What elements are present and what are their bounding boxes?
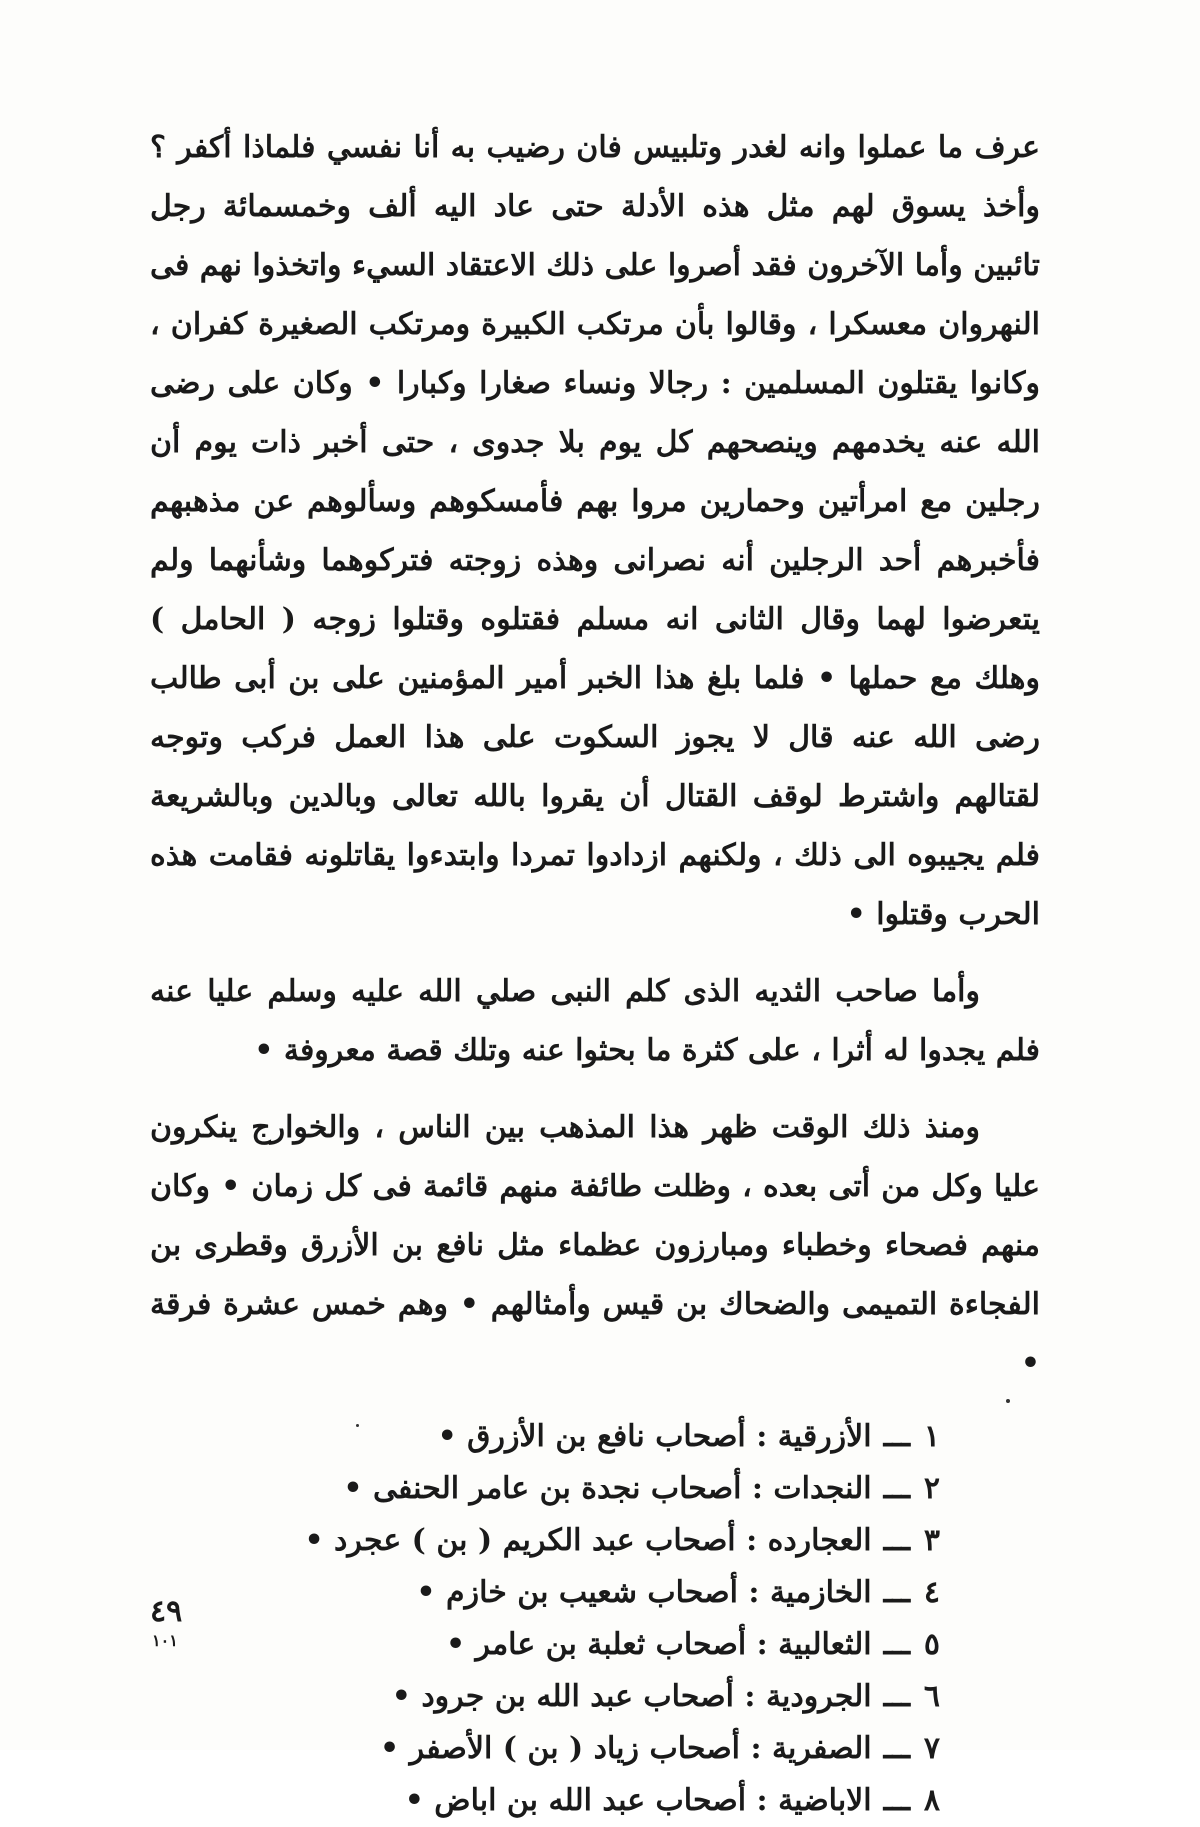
list-item-text: الأزرقية : أصحاب نافع بن الأزرق • bbox=[437, 1419, 872, 1454]
list-item-text: النجدات : أصحاب نجدة بن عامر الحنفى • bbox=[343, 1471, 872, 1506]
list-item-dash: ـــ bbox=[883, 1731, 910, 1766]
paragraph-kharijites-narrative: عرف ما عملوا وانه لغدر وتلبيس فان رضيب به أنا نفسي فلماذا أكفر ؟ وأخذ يسوق لهم مثل هذه الأدلة حتى عاد اليه ألف وخمسمائة رجل تائبين وأما الآخرون فقد أصروا على ذلك الاعتقاد السيء واتخذوا نهم فى النهروان معسكرا ، وقالوا بأن مرتكب الكبيرة ومرتكب الصغيرة كفران ، وكانوا يقتلون المسلمين : رجالا ونساء صغارا وكبارا • وكان على رضى الله عنه يخدمهم وينصحهم كل يوم بلا جدوى ، حتى أخبر ذات يوم أن رجلين مع امرأتين وحمارين مروا بهم فأمسكوهم وسألوهم عن مذهبهم فأخبرهم أحد الرجلين أنه نصرانى وهذه زوجته فتركوهما وشأنهما ولم يتعرضوا لهما وقال الثانى انه مسلم فقتلوه وقتلوا زوجه ( الحامل ) وهلك مع حملها • فلما بلغ هذا الخبر أمير المؤمنين على بن أبى طالب رضى الله عنه قال لا يجوز السكوت على هذا العمل فركب وتوجه لقتالهم واشترط لوقف القتال أن يقروا بالله تعالى وبالدين وبالشريعة فلم يجيبوه الى ذلك ، ولكنهم ازدادوا تمردا وابتدءوا يقاتلونه فقامت هذه الحرب وقتلوا • bbox=[150, 130, 1040, 932]
list-item-number: ٨ bbox=[923, 1783, 940, 1818]
list-item bbox=[150, 1619, 940, 1671]
sheet-number: ١٠١ bbox=[152, 1631, 178, 1650]
list-item-dash: ـــ bbox=[883, 1575, 910, 1610]
list-item-text: الصفرية : أصحاب زياد ( بن ) الأصفر • bbox=[380, 1731, 872, 1766]
list-item-text: الخازمية : أصحاب شعيب بن خازم • bbox=[416, 1575, 872, 1610]
list-item-number: ٦ bbox=[923, 1679, 940, 1714]
paragraph-dhul-thudayya: وأما صاحب الثديه الذى كلم النبى صلي الله عليه وسلم عليا عنه فلم يجدوا له أثرا ، على كثرة ما بحثوا عنه وتلك قصة معروفة • bbox=[150, 974, 1040, 1068]
list-item-text: الاباضية : أصحاب عبد الله بن اباض • bbox=[404, 1783, 872, 1818]
page-body bbox=[150, 118, 1040, 1827]
list-item-number: ٣ bbox=[923, 1523, 940, 1558]
sect-list bbox=[150, 1411, 1040, 1827]
list-item bbox=[150, 1463, 940, 1515]
list-item-number: ٢ bbox=[923, 1471, 940, 1506]
list-item-dash: ـــ bbox=[883, 1523, 910, 1558]
list-item bbox=[150, 1411, 940, 1463]
list-item-text: العجارده : أصحاب عبد الكريم ( بن ) عجرد • bbox=[304, 1523, 872, 1558]
list-item-number: ٥ bbox=[923, 1627, 940, 1662]
list-item-text: الجرودية : أصحاب عبد الله بن جرود • bbox=[391, 1679, 872, 1714]
paragraph-sect-intro: ومنذ ذلك الوقت ظهر هذا المذهب بين الناس ، والخوارج ينكرون عليا وكل من أتى بعده ، وظلت طائفة منهم قائمة فى كل زمان • وكان منهم فصحاء وخطباء ومبارزون عظماء مثل نافع بن الأزرق وقطرى بن الفجاءة التميمى والضحاك بن قيس وأمثالهم • وهم خمس عشرة فرقة • bbox=[150, 1110, 1040, 1381]
list-item bbox=[150, 1567, 940, 1619]
list-item-number: ٧ bbox=[923, 1731, 940, 1766]
list-item-dash: ـــ bbox=[883, 1627, 910, 1662]
list-item bbox=[150, 1671, 940, 1723]
scan-speck bbox=[1006, 1399, 1010, 1403]
list-item-number: ١ bbox=[923, 1419, 940, 1454]
list-item-dash: ـــ bbox=[883, 1471, 910, 1506]
scan-speck bbox=[356, 1424, 359, 1427]
list-item-dash: ـــ bbox=[883, 1783, 910, 1818]
list-item bbox=[150, 1775, 940, 1827]
list-item-dash: ـــ bbox=[883, 1419, 910, 1454]
list-item-number: ٤ bbox=[923, 1575, 940, 1610]
list-item-text: الثعالبية : أصحاب ثعلبة بن عامر • bbox=[445, 1627, 872, 1662]
list-item bbox=[150, 1723, 940, 1775]
page-number: ٤٩ bbox=[150, 1594, 183, 1629]
list-item-dash: ـــ bbox=[883, 1679, 910, 1714]
list-item bbox=[150, 1515, 940, 1567]
